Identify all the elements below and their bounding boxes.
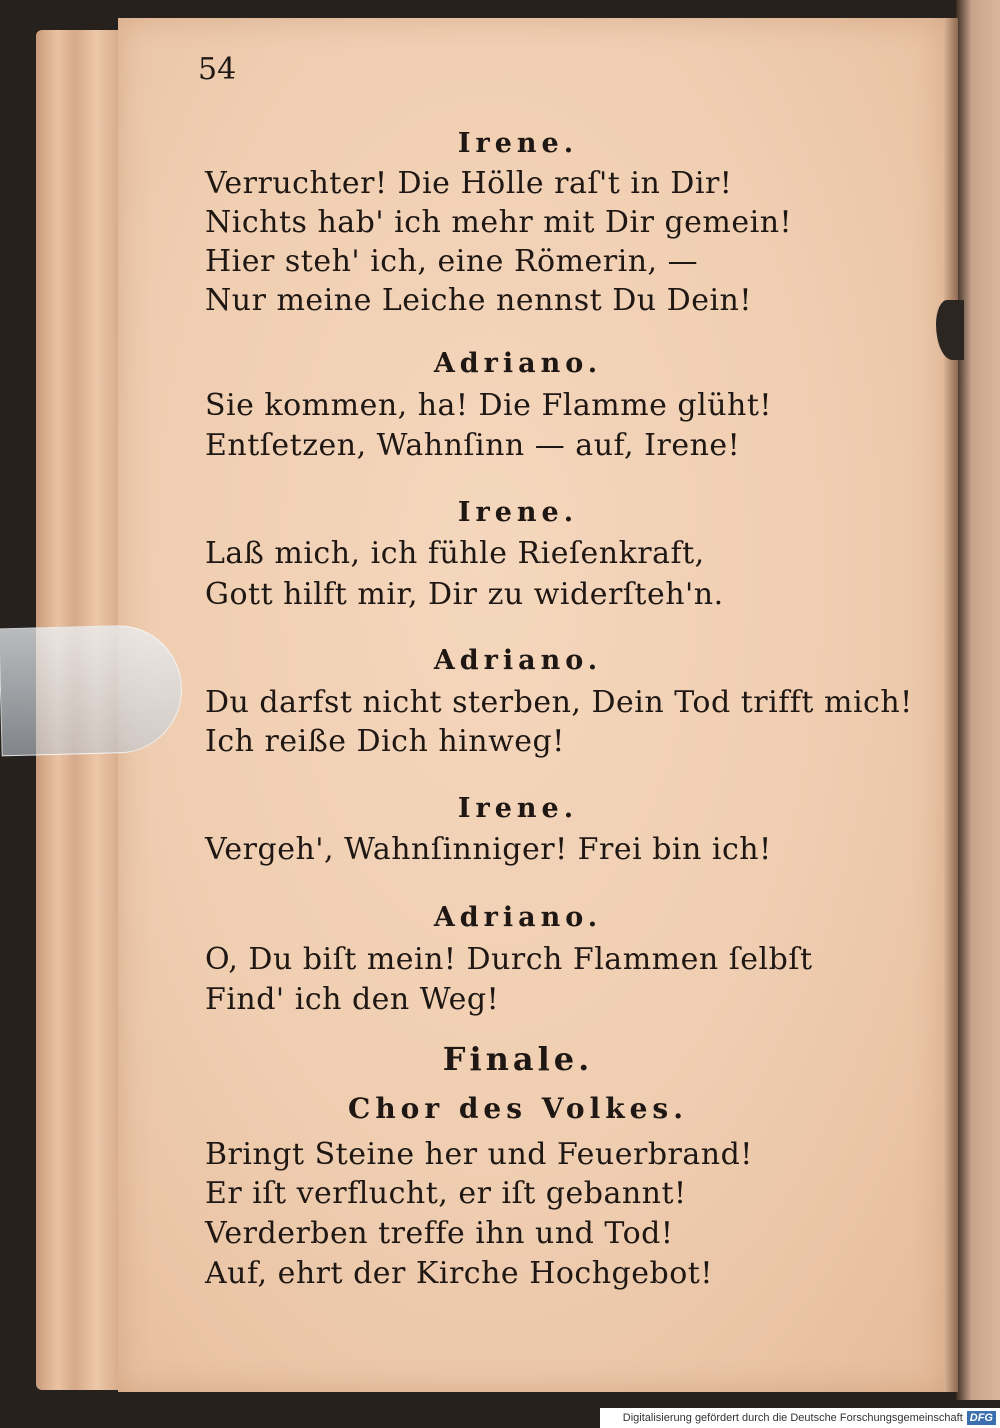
speaker-heading: Irene. <box>457 128 579 159</box>
verse-line: Ich reiße Dich hinweg! <box>205 724 565 759</box>
finale-heading: Finale. <box>442 1040 594 1078</box>
verse-line: Auf, ehrt der Kirche Hochgebot! <box>205 1256 713 1291</box>
verse-line: Find' ich den Weg! <box>205 982 500 1017</box>
verse-line: Du darfst nicht sterben, Dein Tod trifft mich! <box>205 685 913 720</box>
verse-line: Verruchter! Die Hölle raſ't in Dir! <box>205 166 733 201</box>
verse-line: Er iſt verflucht, er iſt gebannt! <box>205 1176 687 1211</box>
verse-line: Sie kommen, ha! Die Flamme glüht! <box>205 388 772 423</box>
verse-line: Nichts hab' ich mehr mit Dir gemein! <box>205 205 793 240</box>
speaker-heading: Adriano. <box>433 645 603 676</box>
next-page-edge <box>956 0 1000 1400</box>
footer-credit-bar <box>600 1408 1000 1428</box>
page-holder-clip <box>0 624 184 757</box>
verse-line: Vergeh', Wahnſinniger! Frei bin ich! <box>205 832 772 867</box>
speaker-heading: Adriano. <box>433 902 603 933</box>
speaker-heading: Irene. <box>457 793 579 824</box>
speaker-heading: Adriano. <box>433 348 603 379</box>
verse-line: Laß mich, ich fühle Rieſenkraft, <box>205 536 705 571</box>
speaker-heading: Irene. <box>457 497 579 528</box>
dfg-logo: DFG <box>967 1411 996 1425</box>
verse-line: Bringt Steine her und Feuerbrand! <box>205 1137 753 1172</box>
chorus-heading: Chor des Volkes. <box>348 1092 688 1125</box>
verse-line: Entſetzen, Wahnſinn — auf, Irene! <box>205 428 741 463</box>
verse-line: Verderben treffe ihn und Tod! <box>205 1216 674 1251</box>
verse-line: O, Du biſt mein! Durch Flammen ſelbſt <box>205 942 813 977</box>
verse-line: Gott hilft mir, Dir zu widerſteh'n. <box>205 577 724 612</box>
page-fold <box>944 18 958 1392</box>
verse-line: Hier steh' ich, eine Römerin, — <box>205 244 699 279</box>
page-number: 54 <box>198 52 237 87</box>
footer-credit-text: Digitalisierung gefördert durch die Deutsche Forschungsgemeinschaft <box>622 1412 963 1424</box>
verse-line: Nur meine Leiche nennst Du Dein! <box>205 283 752 318</box>
